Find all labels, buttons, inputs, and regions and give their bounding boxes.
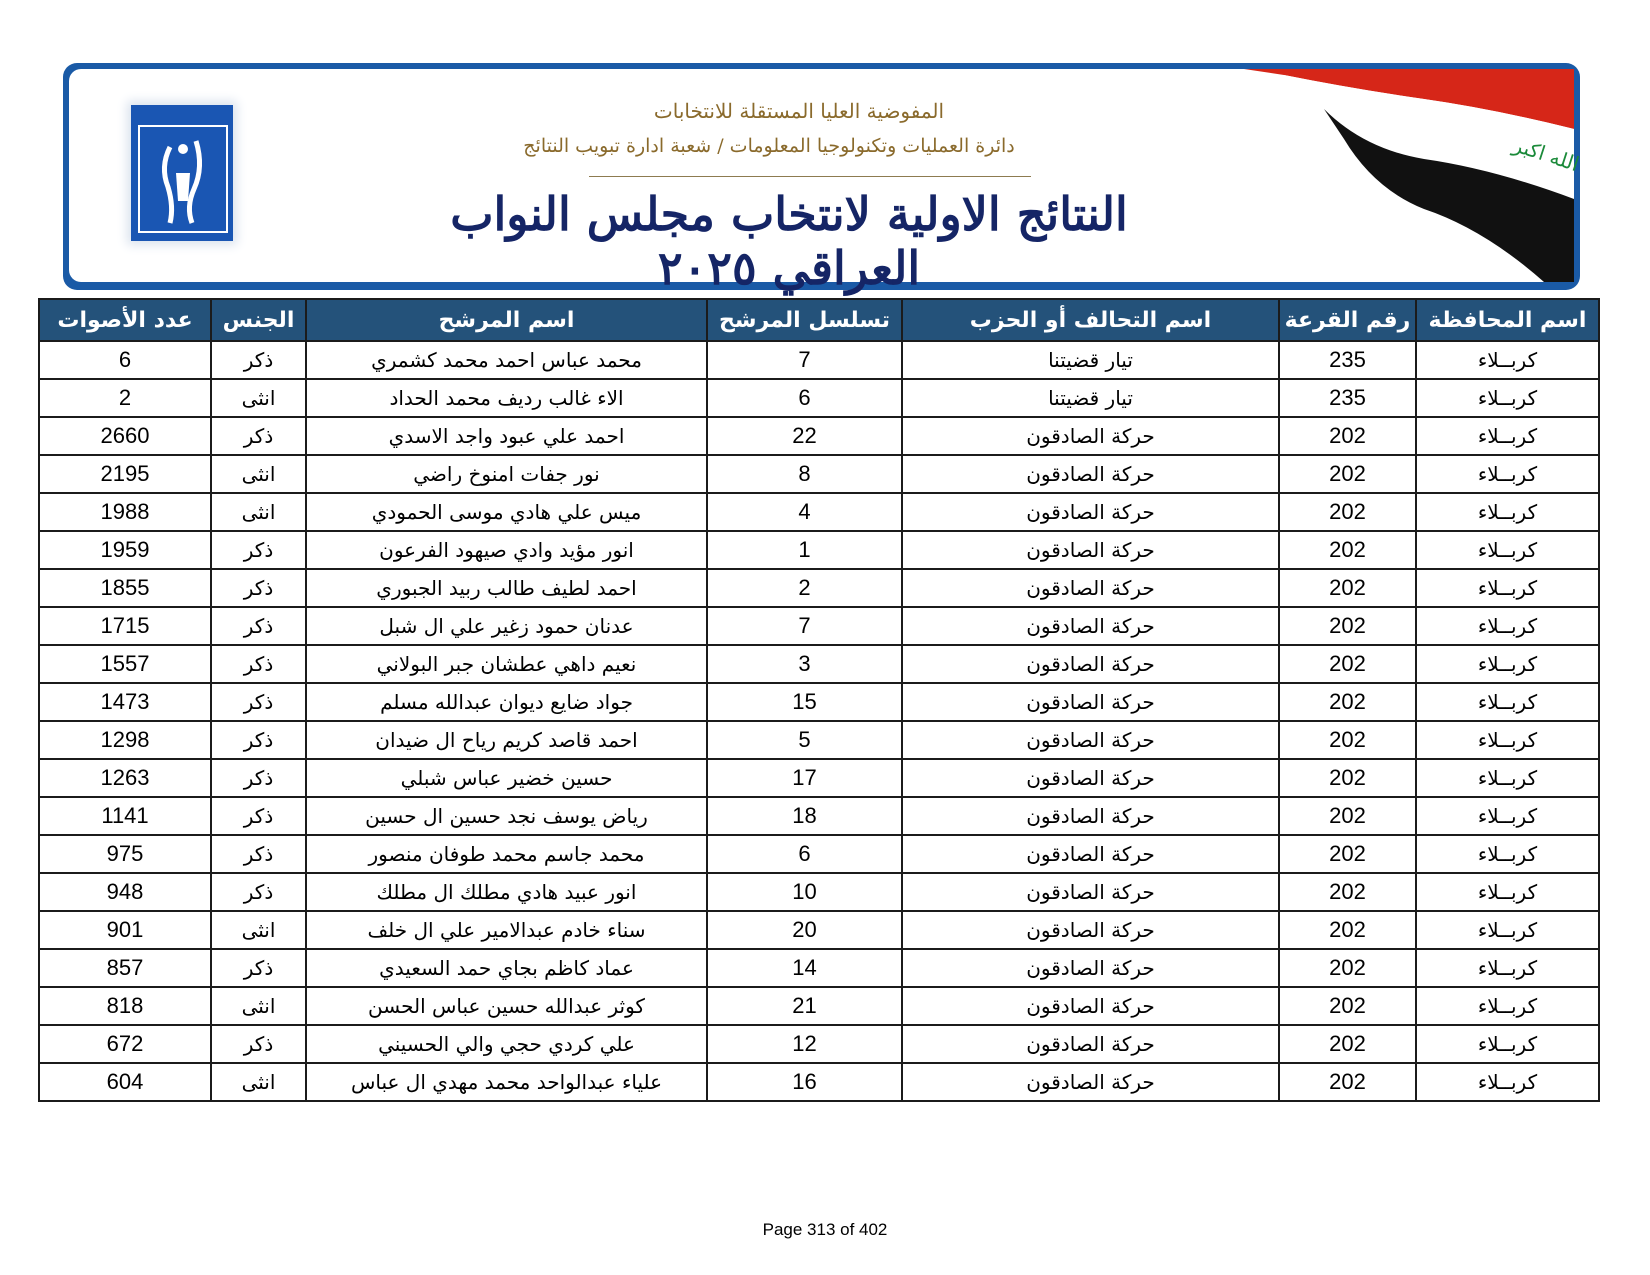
cell-seq: 4 bbox=[707, 493, 902, 531]
table-row bbox=[39, 721, 1599, 759]
cell-ballot: 202 bbox=[1279, 949, 1416, 987]
cell-ballot: 202 bbox=[1279, 607, 1416, 645]
cell-votes: 818 bbox=[39, 987, 211, 1025]
cell-ballot: 202 bbox=[1279, 1025, 1416, 1063]
cell-party: حركة الصادقون bbox=[902, 607, 1279, 645]
cell-party: حركة الصادقون bbox=[902, 721, 1279, 759]
cell-province: كربــلاء bbox=[1416, 1025, 1599, 1063]
cell-gender: ذكر bbox=[211, 1025, 306, 1063]
cell-gender: ذكر bbox=[211, 683, 306, 721]
cell-votes: 948 bbox=[39, 873, 211, 911]
cell-province: كربــلاء bbox=[1416, 949, 1599, 987]
cell-name: محمد جاسم محمد طوفان منصور bbox=[306, 835, 707, 873]
cell-ballot: 202 bbox=[1279, 683, 1416, 721]
cell-votes: 901 bbox=[39, 911, 211, 949]
cell-seq: 10 bbox=[707, 873, 902, 911]
cell-gender: ذكر bbox=[211, 607, 306, 645]
iraq-flag-icon bbox=[1244, 69, 1582, 282]
cell-party: حركة الصادقون bbox=[902, 949, 1279, 987]
cell-province: كربــلاء bbox=[1416, 569, 1599, 607]
cell-gender: ذكر bbox=[211, 759, 306, 797]
cell-province: كربــلاء bbox=[1416, 987, 1599, 1025]
table-row bbox=[39, 1025, 1599, 1063]
cell-gender: ذكر bbox=[211, 873, 306, 911]
col-gender: الجنس bbox=[211, 299, 306, 341]
col-votes: عدد الأصوات bbox=[39, 299, 211, 341]
cell-seq: 7 bbox=[707, 341, 902, 379]
cell-seq: 21 bbox=[707, 987, 902, 1025]
logo-frame bbox=[138, 125, 228, 233]
cell-name: انور مؤيد وادي صيهود الفرعون bbox=[306, 531, 707, 569]
logo-emblem-icon bbox=[140, 127, 226, 231]
table-row bbox=[39, 645, 1599, 683]
cell-party: حركة الصادقون bbox=[902, 683, 1279, 721]
cell-province: كربــلاء bbox=[1416, 683, 1599, 721]
table-row bbox=[39, 835, 1599, 873]
cell-ballot: 202 bbox=[1279, 835, 1416, 873]
cell-gender: ذكر bbox=[211, 531, 306, 569]
cell-party: حركة الصادقون bbox=[902, 1025, 1279, 1063]
cell-votes: 2 bbox=[39, 379, 211, 417]
cell-ballot: 202 bbox=[1279, 1063, 1416, 1101]
cell-seq: 7 bbox=[707, 607, 902, 645]
cell-votes: 1855 bbox=[39, 569, 211, 607]
page-title: النتائج الاولية لانتخاب مجلس النواب العراقي ٢٠٢٥ bbox=[450, 187, 1128, 295]
cell-votes: 1298 bbox=[39, 721, 211, 759]
cell-name: عماد كاظم بجاي حمد السعيدي bbox=[306, 949, 707, 987]
cell-ballot: 202 bbox=[1279, 417, 1416, 455]
cell-party: حركة الصادقون bbox=[902, 455, 1279, 493]
col-seq: تسلسل المرشح bbox=[707, 299, 902, 341]
cell-gender: ذكر bbox=[211, 797, 306, 835]
cell-seq: 15 bbox=[707, 683, 902, 721]
cell-seq: 17 bbox=[707, 759, 902, 797]
cell-votes: 1263 bbox=[39, 759, 211, 797]
table-row bbox=[39, 417, 1599, 455]
table-row bbox=[39, 911, 1599, 949]
cell-votes: 1473 bbox=[39, 683, 211, 721]
table-row bbox=[39, 455, 1599, 493]
cell-ballot: 202 bbox=[1279, 797, 1416, 835]
cell-votes: 604 bbox=[39, 1063, 211, 1101]
cell-gender: ذكر bbox=[211, 341, 306, 379]
cell-votes: 672 bbox=[39, 1025, 211, 1063]
table-row bbox=[39, 569, 1599, 607]
cell-province: كربــلاء bbox=[1416, 1063, 1599, 1101]
results-table bbox=[38, 298, 1600, 1102]
header-banner bbox=[63, 63, 1582, 295]
header-banner-inner bbox=[69, 69, 1582, 295]
cell-province: كربــلاء bbox=[1416, 493, 1599, 531]
cell-province: كربــلاء bbox=[1416, 645, 1599, 683]
cell-gender: انثى bbox=[211, 987, 306, 1025]
cell-party: حركة الصادقون bbox=[902, 1063, 1279, 1101]
cell-gender: ذكر bbox=[211, 835, 306, 873]
cell-party: حركة الصادقون bbox=[902, 797, 1279, 835]
cell-name: سناء خادم عبدالامير علي ال خلف bbox=[306, 911, 707, 949]
cell-name: محمد عباس احمد محمد كشمري bbox=[306, 341, 707, 379]
cell-seq: 22 bbox=[707, 417, 902, 455]
cell-name: الاء غالب رديف محمد الحداد bbox=[306, 379, 707, 417]
cell-ballot: 235 bbox=[1279, 341, 1416, 379]
cell-party: حركة الصادقون bbox=[902, 987, 1279, 1025]
cell-ballot: 202 bbox=[1279, 911, 1416, 949]
cell-province: كربــلاء bbox=[1416, 721, 1599, 759]
cell-name: نعيم داهي عطشان جبر البولاني bbox=[306, 645, 707, 683]
cell-votes: 1959 bbox=[39, 531, 211, 569]
cell-gender: ذكر bbox=[211, 949, 306, 987]
cell-name: علي كردي حجي والي الحسيني bbox=[306, 1025, 707, 1063]
cell-province: كربــلاء bbox=[1416, 417, 1599, 455]
col-name: اسم المرشح bbox=[306, 299, 707, 341]
cell-name: انور عبيد هادي مطلك ال مطلك bbox=[306, 873, 707, 911]
cell-party: حركة الصادقون bbox=[902, 569, 1279, 607]
table-row bbox=[39, 759, 1599, 797]
table-row bbox=[39, 379, 1599, 417]
cell-gender: انثى bbox=[211, 911, 306, 949]
cell-name: جواد ضايع ديوان عبدالله مسلم bbox=[306, 683, 707, 721]
cell-name: احمد علي عبود واجد الاسدي bbox=[306, 417, 707, 455]
table-row bbox=[39, 493, 1599, 531]
cell-province: كربــلاء bbox=[1416, 341, 1599, 379]
cell-gender: ذكر bbox=[211, 417, 306, 455]
cell-votes: 2195 bbox=[39, 455, 211, 493]
table-row bbox=[39, 1063, 1599, 1101]
cell-province: كربــلاء bbox=[1416, 797, 1599, 835]
cell-party: حركة الصادقون bbox=[902, 835, 1279, 873]
cell-gender: ذكر bbox=[211, 569, 306, 607]
cell-province: كربــلاء bbox=[1416, 911, 1599, 949]
cell-seq: 6 bbox=[707, 835, 902, 873]
cell-name: نور جفات امنوخ راضي bbox=[306, 455, 707, 493]
cell-gender: انثى bbox=[211, 493, 306, 531]
cell-gender: ذكر bbox=[211, 645, 306, 683]
cell-party: حركة الصادقون bbox=[902, 493, 1279, 531]
cell-party: تيار قضيتنا bbox=[902, 341, 1279, 379]
commission-logo bbox=[131, 105, 233, 241]
org-name: المفوضية العليا المستقلة للانتخابات bbox=[653, 99, 945, 123]
cell-ballot: 202 bbox=[1279, 531, 1416, 569]
cell-gender: ذكر bbox=[211, 721, 306, 759]
cell-province: كربــلاء bbox=[1416, 873, 1599, 911]
cell-province: كربــلاء bbox=[1416, 607, 1599, 645]
cell-name: احمد قاصد كريم رياح ال ضيدان bbox=[306, 721, 707, 759]
cell-gender: انثى bbox=[211, 455, 306, 493]
cell-party: حركة الصادقون bbox=[902, 417, 1279, 455]
page-number: Page 313 of 402 bbox=[762, 1220, 888, 1239]
cell-ballot: 235 bbox=[1279, 379, 1416, 417]
cell-party: حركة الصادقون bbox=[902, 911, 1279, 949]
col-province: اسم المحافظة bbox=[1416, 299, 1599, 341]
cell-seq: 3 bbox=[707, 645, 902, 683]
cell-votes: 1715 bbox=[39, 607, 211, 645]
cell-province: كربــلاء bbox=[1416, 379, 1599, 417]
table-row bbox=[39, 531, 1599, 569]
cell-province: كربــلاء bbox=[1416, 455, 1599, 493]
cell-ballot: 202 bbox=[1279, 987, 1416, 1025]
cell-gender: انثى bbox=[211, 1063, 306, 1101]
cell-seq: 18 bbox=[707, 797, 902, 835]
cell-seq: 1 bbox=[707, 531, 902, 569]
org-department: دائرة العمليات وتكنولوجيا المعلومات / شعبة ادارة تبويب النتائج bbox=[523, 135, 1015, 157]
cell-ballot: 202 bbox=[1279, 493, 1416, 531]
table-row bbox=[39, 873, 1599, 911]
cell-seq: 14 bbox=[707, 949, 902, 987]
table-row bbox=[39, 683, 1599, 721]
cell-gender: انثى bbox=[211, 379, 306, 417]
cell-party: حركة الصادقون bbox=[902, 873, 1279, 911]
cell-votes: 1141 bbox=[39, 797, 211, 835]
cell-ballot: 202 bbox=[1279, 873, 1416, 911]
cell-votes: 1988 bbox=[39, 493, 211, 531]
cell-ballot: 202 bbox=[1279, 645, 1416, 683]
cell-ballot: 202 bbox=[1279, 569, 1416, 607]
cell-name: حسين خضير عباس شبلي bbox=[306, 759, 707, 797]
table-row bbox=[39, 797, 1599, 835]
cell-ballot: 202 bbox=[1279, 759, 1416, 797]
cell-party: تيار قضيتنا bbox=[902, 379, 1279, 417]
flag-text: الله اكبر bbox=[1510, 132, 1582, 177]
header-divider bbox=[589, 176, 1031, 177]
cell-ballot: 202 bbox=[1279, 721, 1416, 759]
cell-seq: 16 bbox=[707, 1063, 902, 1101]
col-ballot: رقم القرعة bbox=[1279, 299, 1416, 341]
table-body bbox=[39, 341, 1599, 1101]
cell-province: كربــلاء bbox=[1416, 531, 1599, 569]
cell-party: حركة الصادقون bbox=[902, 645, 1279, 683]
table-row bbox=[39, 607, 1599, 645]
cell-party: حركة الصادقون bbox=[902, 759, 1279, 797]
cell-name: احمد لطيف طالب ربيد الجبوري bbox=[306, 569, 707, 607]
col-party: اسم التحالف أو الحزب bbox=[902, 299, 1279, 341]
cell-seq: 20 bbox=[707, 911, 902, 949]
cell-votes: 975 bbox=[39, 835, 211, 873]
cell-votes: 857 bbox=[39, 949, 211, 987]
cell-votes: 6 bbox=[39, 341, 211, 379]
cell-seq: 6 bbox=[707, 379, 902, 417]
cell-name: كوثر عبدالله حسين عباس الحسن bbox=[306, 987, 707, 1025]
cell-seq: 5 bbox=[707, 721, 902, 759]
table-row bbox=[39, 341, 1599, 379]
table-row bbox=[39, 949, 1599, 987]
cell-votes: 2660 bbox=[39, 417, 211, 455]
cell-name: رياض يوسف نجد حسين ال حسين bbox=[306, 797, 707, 835]
cell-party: حركة الصادقون bbox=[902, 531, 1279, 569]
table-row bbox=[39, 987, 1599, 1025]
cell-seq: 2 bbox=[707, 569, 902, 607]
cell-votes: 1557 bbox=[39, 645, 211, 683]
cell-name: علياء عبدالواحد محمد مهدي ال عباس bbox=[306, 1063, 707, 1101]
cell-ballot: 202 bbox=[1279, 455, 1416, 493]
cell-seq: 8 bbox=[707, 455, 902, 493]
cell-province: كربــلاء bbox=[1416, 835, 1599, 873]
cell-seq: 12 bbox=[707, 1025, 902, 1063]
table-header-row bbox=[39, 299, 1599, 341]
cell-province: كربــلاء bbox=[1416, 759, 1599, 797]
cell-name: ميس علي هادي موسى الحمودي bbox=[306, 493, 707, 531]
cell-name: عدنان حمود زغير علي ال شبل bbox=[306, 607, 707, 645]
